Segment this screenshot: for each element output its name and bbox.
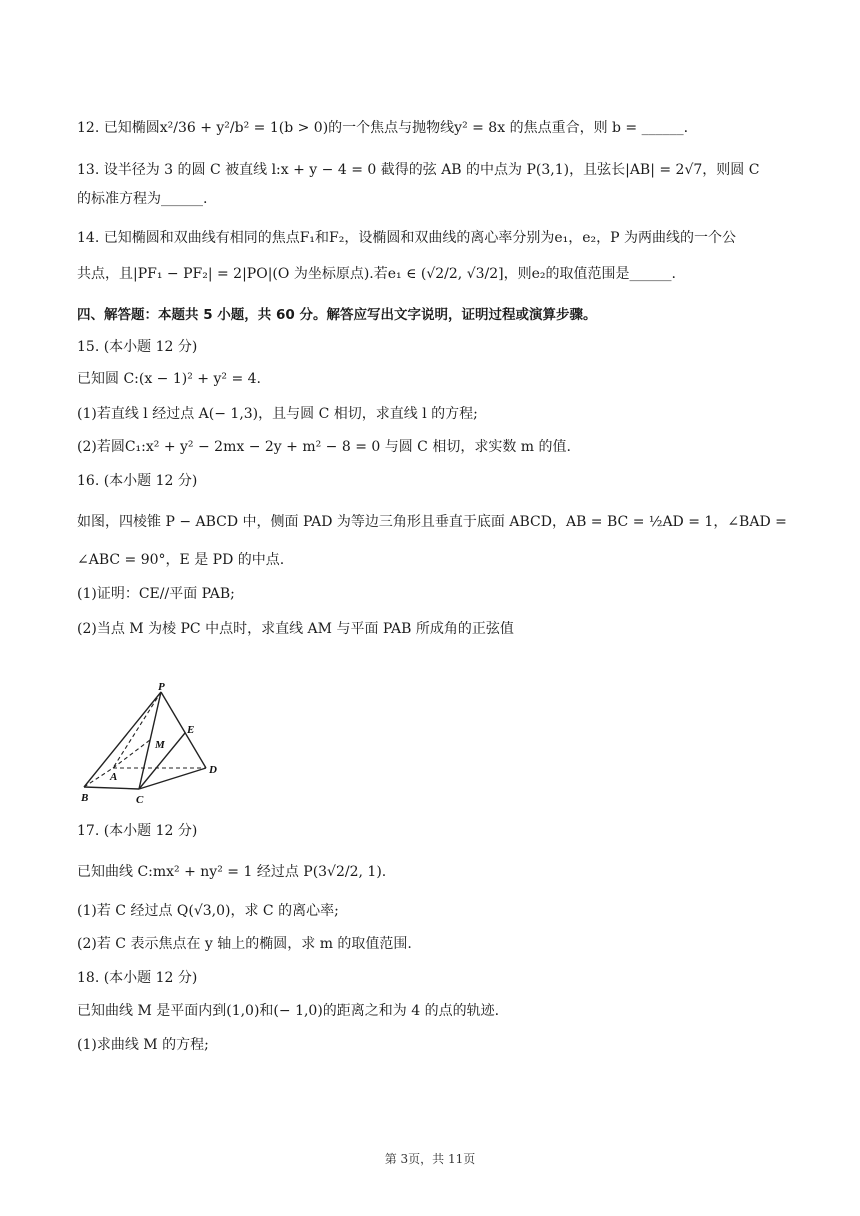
question-15-stem: 已知圆 C:(x − 1)² + y² = 4. (77, 371, 261, 387)
label-e: E (187, 724, 195, 736)
question-17-header: 17. (本小题 12 分) (77, 823, 198, 839)
question-17-part-1: (1)若 C 经过点 Q(√3,0)，求 C 的离心率; (77, 903, 339, 919)
question-15-part-1: (1)若直线 l 经过点 A(− 1,3)，且与圆 C 相切，求直线 l 的方程; (77, 406, 478, 422)
question-16-part-2: (2)当点 M 为棱 PC 中点时，求直线 AM 与平面 PAB 所成角的正弦值 (77, 621, 514, 637)
question-15-header: 15. (本小题 12 分) (77, 339, 198, 355)
label-a: A (110, 771, 118, 783)
question-15-part-2: (2)若圆C₁:x² + y² − 2mx − 2y + m² − 8 = 0 与圆 C 相切，求实数 m 的值. (77, 439, 571, 455)
question-18-header: 18. (本小题 12 分) (77, 970, 198, 986)
question-17-part-2: (2)若 C 表示焦点在 y 轴上的椭圆，求 m 的取值范围. (77, 936, 412, 952)
question-13-line-2: 的标准方程为______. (77, 191, 208, 207)
label-d: D (209, 764, 217, 776)
page-footer: 第 3页，共 11页 (384, 1152, 476, 1166)
question-16-header: 16. (本小题 12 分) (77, 473, 198, 489)
question-14-line-2: 共点，且|PF₁ − PF₂| = 2|PO|(O 为坐标原点).若e₁ ∈ (√2/2, √3/2]，则e₂的取值范围是______. (77, 266, 676, 282)
edge-pa (113, 692, 161, 768)
edge-cd (139, 768, 206, 789)
label-b: B (81, 792, 89, 804)
question-16-stem-1: 如图，四棱锥 P − ABCD 中，侧面 PAD 为等边三角形且垂直于底面 ABCD，AB = BC = ½AD = 1，∠BAD = (77, 514, 787, 530)
section-4-title: 四、解答题：本题共 5 小题，共 60 分。解答应写出文字说明，证明过程或演算步骤。 (77, 307, 597, 323)
edge-bc (84, 787, 139, 789)
question-17-stem: 已知曲线 C:mx² + ny² = 1 经过点 P(3√2/2, 1). (77, 864, 387, 880)
edge-pd (161, 692, 206, 768)
question-18-part-1: (1)求曲线 M 的方程; (77, 1037, 209, 1053)
question-18-stem: 已知曲线 M 是平面内到(1,0)和(− 1,0)的距离之和为 4 的点的轨迹. (77, 1003, 500, 1019)
question-14-line-1: 14. 已知椭圆和双曲线有相同的焦点F₁和F₂，设椭圆和双曲线的离心率分别为e₁，e₂，P 为两曲线的一个公 (77, 230, 737, 246)
pyramid-figure (70, 677, 230, 809)
edge-pb (84, 692, 161, 787)
label-p: P (158, 681, 165, 693)
question-16-part-1: (1)证明：CE//平面 PAB; (77, 586, 235, 602)
label-c: C (136, 794, 144, 806)
question-16-stem-2: ∠ABC = 90°，E 是 PD 的中点. (77, 552, 285, 568)
question-13-line-1: 13. 设半径为 3 的圆 C 被直线 l:x + y − 4 = 0 截得的弦 AB 的中点为 P(3,1)，且弦长|AB| = 2√7，则圆 C (77, 162, 760, 178)
label-m: M (155, 739, 165, 751)
edge-ba (84, 768, 113, 787)
question-12: 12. 已知椭圆x²/36 + y²/b² = 1(b > 0)的一个焦点与抛物线y² = 8x 的焦点重合，则 b = ______. (77, 120, 689, 136)
